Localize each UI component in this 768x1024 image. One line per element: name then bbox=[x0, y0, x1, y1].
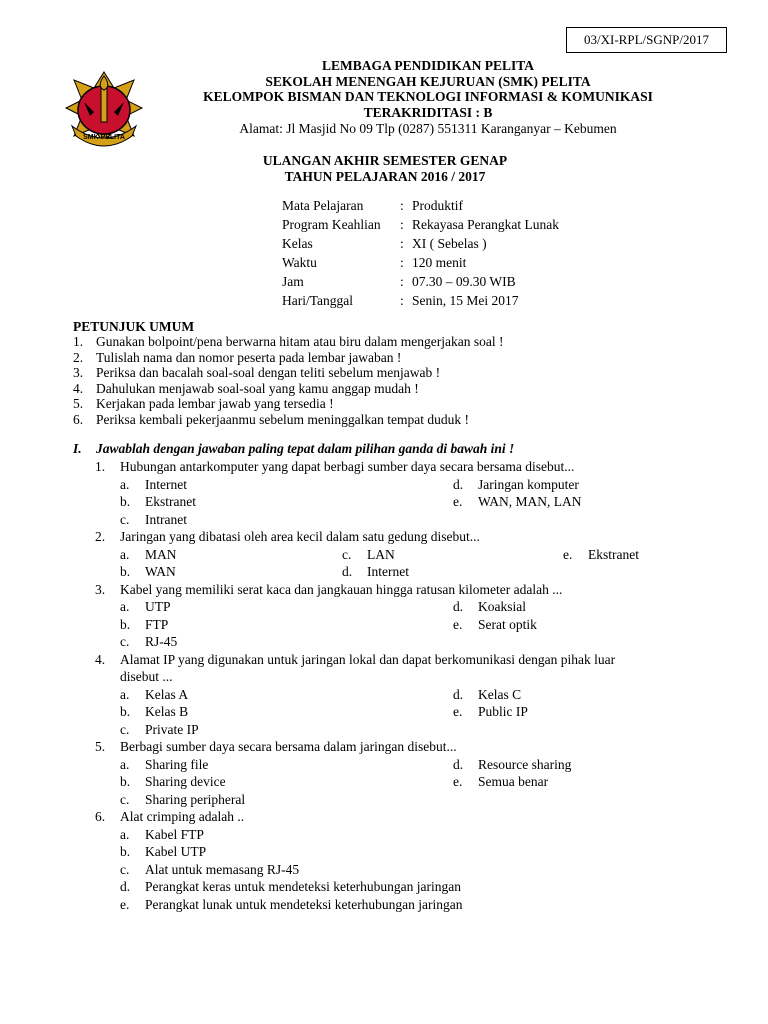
option-row bbox=[120, 598, 753, 616]
option-text: Sharing peripheral bbox=[145, 791, 246, 807]
info-row bbox=[282, 215, 559, 234]
option-row bbox=[120, 703, 753, 721]
exam-title-line2: TAHUN PELAJARAN 2016 / 2017 bbox=[284, 169, 486, 184]
instruction-item bbox=[73, 365, 733, 381]
option-letter: a. bbox=[120, 476, 130, 492]
info-value: XI ( Sebelas ) bbox=[412, 236, 487, 251]
school-address: Alamat: Jl Masjid No 09 Tlp (0287) 551311 Karanganyar – Kebumen bbox=[239, 121, 617, 136]
option-letter: c. bbox=[120, 791, 130, 807]
answer-options bbox=[120, 476, 753, 529]
option-letter: e. bbox=[453, 494, 463, 509]
answer-option bbox=[453, 703, 528, 721]
option-text: Kelas C bbox=[478, 686, 522, 702]
instruction-text: Periksa kembali pekerjaanmu sebelum meninggalkan tempat duduk ! bbox=[96, 411, 470, 427]
option-letter: c. bbox=[120, 634, 130, 649]
info-separator: : bbox=[400, 217, 404, 232]
option-text: WAN bbox=[145, 564, 176, 579]
option-row bbox=[120, 791, 753, 809]
answer-option bbox=[453, 773, 548, 791]
option-text: Kelas A bbox=[145, 686, 189, 702]
instruction-item bbox=[73, 350, 733, 366]
instructions-list bbox=[73, 334, 733, 427]
school-group: KELOMPOK BISMAN DAN TEKNOLOGI INFORMASI & KOMUNIKASI bbox=[203, 89, 653, 104]
info-separator: : bbox=[400, 236, 404, 251]
option-text: Sharing device bbox=[145, 774, 226, 789]
question-text bbox=[95, 651, 753, 669]
option-letter: a. bbox=[120, 599, 130, 614]
option-row bbox=[120, 878, 753, 896]
question-number: 4. bbox=[95, 651, 106, 667]
answer-option bbox=[120, 756, 208, 774]
instruction-number: 4. bbox=[73, 380, 84, 396]
question-item bbox=[95, 458, 753, 528]
accreditation: TERAKRIDITASI : B bbox=[363, 104, 493, 120]
option-text: FTP bbox=[145, 616, 169, 632]
option-letter: c. bbox=[120, 861, 130, 877]
instruction-number: 2. bbox=[73, 349, 84, 365]
option-row bbox=[120, 633, 753, 651]
info-label: Kelas bbox=[282, 236, 313, 251]
option-text: Kabel UTP bbox=[145, 844, 207, 859]
info-row bbox=[282, 196, 559, 215]
exam-info-table bbox=[282, 196, 559, 310]
option-row bbox=[120, 563, 753, 581]
option-letter: b. bbox=[120, 564, 131, 579]
question-stem: Hubungan antarkomputer yang dapat berbagi sumber daya secara bersama disebut... bbox=[120, 459, 575, 474]
document-code: 03/XI-RPL/SGNP/2017 bbox=[566, 27, 727, 53]
option-letter: e. bbox=[563, 546, 573, 562]
answer-option bbox=[120, 773, 226, 791]
question-item bbox=[95, 581, 753, 651]
answer-option bbox=[120, 476, 187, 494]
option-text: Resource sharing bbox=[478, 756, 572, 772]
question-number: 3. bbox=[95, 581, 106, 597]
answer-option bbox=[342, 563, 409, 581]
option-text: Ekstranet bbox=[588, 546, 639, 562]
option-row bbox=[120, 511, 753, 529]
option-row bbox=[120, 686, 753, 704]
answer-options bbox=[120, 686, 753, 739]
option-row bbox=[120, 756, 753, 774]
instruction-item bbox=[73, 381, 733, 397]
option-text: Internet bbox=[145, 476, 187, 492]
option-letter: a. bbox=[120, 686, 130, 702]
instruction-number: 3. bbox=[73, 365, 84, 380]
option-text: Kelas B bbox=[145, 704, 189, 719]
info-label: Mata Pelajaran bbox=[282, 198, 364, 213]
question-stem: Alamat IP yang digunakan untuk jaringan lokal dan dapat berkomunikasi dengan pihak luar bbox=[120, 651, 616, 667]
question-text bbox=[95, 808, 753, 826]
option-text: Private IP bbox=[145, 721, 199, 737]
option-row bbox=[120, 616, 753, 634]
question-stem: Alat crimping adalah .. bbox=[120, 809, 245, 824]
instruction-text: Periksa dan bacalah soal-soal dengan teliti sebelum menjawab ! bbox=[96, 365, 441, 380]
instructions-heading: PETUNJUK UMUM bbox=[73, 319, 195, 334]
exam-title-line1: ULANGAN AKHIR SEMESTER GENAP bbox=[262, 153, 508, 168]
instruction-text: Kerjakan pada lembar jawab yang tersedia ! bbox=[96, 396, 334, 411]
info-value: 120 menit bbox=[412, 255, 467, 270]
option-letter: b. bbox=[120, 774, 131, 789]
question-item bbox=[95, 528, 753, 581]
info-separator: : bbox=[400, 274, 404, 289]
question-number: 5. bbox=[95, 739, 106, 754]
info-label: Program Keahlian bbox=[282, 217, 381, 232]
option-text: Intranet bbox=[145, 511, 187, 527]
logo-text: SMK PELITA bbox=[83, 134, 125, 141]
option-text: Semua benar bbox=[478, 774, 549, 789]
option-letter: e. bbox=[453, 704, 463, 719]
option-text: WAN, MAN, LAN bbox=[478, 494, 582, 509]
option-row bbox=[120, 861, 753, 879]
section-number: I. bbox=[73, 441, 82, 456]
option-letter: d. bbox=[453, 756, 464, 772]
answer-option bbox=[120, 616, 168, 634]
info-separator: : bbox=[400, 293, 404, 308]
option-letter: d. bbox=[453, 599, 464, 614]
answer-option bbox=[453, 493, 582, 511]
info-row bbox=[282, 272, 559, 291]
option-letter: b. bbox=[120, 844, 131, 859]
questions-list bbox=[73, 458, 753, 913]
question-text-continued bbox=[95, 668, 753, 686]
option-text: Koaksial bbox=[478, 599, 526, 614]
answer-option bbox=[563, 546, 639, 564]
answer-option bbox=[120, 878, 461, 896]
info-row bbox=[282, 234, 559, 253]
option-letter: d. bbox=[453, 476, 464, 492]
answer-options bbox=[120, 826, 753, 914]
question-text bbox=[95, 581, 753, 599]
option-letter: a. bbox=[120, 756, 130, 772]
answer-option bbox=[120, 861, 299, 879]
option-letter: d. bbox=[342, 564, 353, 579]
question-number: 6. bbox=[95, 809, 106, 824]
option-text: Serat optik bbox=[478, 616, 537, 632]
option-letter: e. bbox=[453, 774, 463, 789]
info-value: Produktif bbox=[412, 198, 464, 213]
option-letter: c. bbox=[120, 721, 130, 737]
info-row bbox=[282, 291, 559, 310]
exam-title bbox=[150, 153, 620, 185]
option-row bbox=[120, 896, 753, 914]
instruction-number: 5. bbox=[73, 396, 84, 411]
answer-option bbox=[120, 843, 206, 861]
option-letter: c. bbox=[342, 546, 352, 562]
option-letter: b. bbox=[120, 704, 131, 719]
info-value: 07.30 – 09.30 WIB bbox=[412, 274, 516, 289]
option-text: Alat untuk memasang RJ-45 bbox=[145, 861, 300, 877]
instruction-item bbox=[73, 412, 733, 428]
option-letter: b. bbox=[120, 494, 131, 509]
instruction-item bbox=[73, 334, 733, 350]
question-text bbox=[95, 528, 753, 546]
option-letter: b. bbox=[120, 616, 131, 632]
answer-option bbox=[120, 686, 188, 704]
question-stem-continued: disebut ... bbox=[120, 669, 173, 684]
option-letter: d. bbox=[453, 686, 464, 702]
answer-option bbox=[120, 703, 188, 721]
question-stem: Berbagi sumber daya secara bersama dalam jaringan disebut... bbox=[120, 739, 457, 754]
question-text bbox=[95, 738, 753, 756]
question-text bbox=[95, 458, 753, 476]
option-letter: a. bbox=[120, 546, 130, 562]
info-separator: : bbox=[400, 198, 404, 213]
answer-option bbox=[120, 598, 171, 616]
option-text: Jaringan komputer bbox=[478, 476, 579, 492]
instruction-text: Dahulukan menjawab soal-soal yang kamu anggap mudah ! bbox=[96, 380, 419, 396]
option-row bbox=[120, 843, 753, 861]
option-text: Public IP bbox=[478, 704, 528, 719]
info-value: Rekayasa Perangkat Lunak bbox=[412, 217, 559, 232]
option-text: Kabel FTP bbox=[145, 826, 204, 842]
option-text: Perangkat lunak untuk mendeteksi keterhubungan jaringan bbox=[145, 896, 463, 912]
instruction-number: 1. bbox=[73, 334, 84, 349]
answer-option bbox=[120, 493, 196, 511]
info-label: Waktu bbox=[282, 255, 317, 270]
section-multiple-choice bbox=[73, 440, 753, 913]
option-letter: d. bbox=[120, 879, 131, 894]
answer-option bbox=[453, 686, 521, 704]
question-number: 1. bbox=[95, 459, 106, 474]
answer-option bbox=[453, 476, 579, 494]
general-instructions bbox=[73, 319, 733, 427]
answer-option bbox=[453, 756, 571, 774]
option-text: Sharing file bbox=[145, 756, 209, 772]
answer-options bbox=[120, 546, 753, 581]
section-heading bbox=[73, 440, 753, 457]
answer-option bbox=[453, 598, 526, 616]
info-separator: : bbox=[400, 255, 404, 270]
answer-option bbox=[120, 791, 245, 809]
option-letter: e. bbox=[453, 616, 463, 632]
question-item bbox=[95, 651, 753, 739]
answer-option bbox=[120, 721, 199, 739]
school-logo-icon bbox=[62, 66, 146, 150]
answer-option bbox=[120, 826, 204, 844]
question-number: 2. bbox=[95, 529, 106, 544]
answer-options bbox=[120, 756, 753, 809]
answer-options bbox=[120, 598, 753, 651]
instruction-item bbox=[73, 396, 733, 412]
answer-option bbox=[120, 896, 463, 914]
option-text: Perangkat keras untuk mendeteksi keterhubungan jaringan bbox=[145, 879, 462, 894]
option-text: UTP bbox=[145, 599, 171, 614]
answer-option bbox=[120, 546, 177, 564]
question-item bbox=[95, 738, 753, 808]
institution-name: LEMBAGA PENDIDIKAN PELITA bbox=[321, 58, 535, 73]
info-label: Jam bbox=[282, 274, 304, 289]
instruction-text: Tulislah nama dan nomor peserta pada lembar jawaban ! bbox=[96, 349, 402, 365]
instruction-text: Gunakan bolpoint/pena berwarna hitam atau biru dalam mengerjakan soal ! bbox=[96, 334, 504, 349]
answer-option bbox=[120, 633, 177, 651]
option-letter: c. bbox=[120, 511, 130, 527]
question-stem: Kabel yang memiliki serat kaca dan jangkauan hingga ratusan kilometer adalah ... bbox=[120, 581, 563, 597]
option-text: Ekstranet bbox=[145, 494, 196, 509]
option-letter: a. bbox=[120, 826, 130, 842]
info-row bbox=[282, 253, 559, 272]
option-row bbox=[120, 493, 753, 511]
school-name: SEKOLAH MENENGAH KEJURUAN (SMK) PELITA bbox=[265, 73, 591, 89]
question-item bbox=[95, 808, 753, 913]
option-text: Internet bbox=[367, 564, 409, 579]
section-heading-text: Jawablah dengan jawaban paling tepat dalam pilihan ganda di bawah ini ! bbox=[96, 441, 515, 456]
answer-option bbox=[453, 616, 537, 634]
option-text: MAN bbox=[145, 546, 177, 562]
question-stem: Jaringan yang dibatasi oleh area kecil dalam satu gedung disebut... bbox=[120, 529, 480, 544]
answer-option bbox=[120, 563, 176, 581]
option-letter: e. bbox=[120, 896, 130, 912]
option-row bbox=[120, 721, 753, 739]
option-row bbox=[120, 826, 753, 844]
instruction-number: 6. bbox=[73, 411, 84, 427]
answer-option bbox=[342, 546, 395, 564]
answer-option bbox=[120, 511, 187, 529]
info-value: Senin, 15 Mei 2017 bbox=[412, 293, 519, 308]
option-row bbox=[120, 546, 753, 564]
option-text: LAN bbox=[367, 546, 395, 562]
question-number-spacer bbox=[95, 668, 120, 686]
option-text: RJ-45 bbox=[145, 634, 178, 649]
option-row bbox=[120, 476, 753, 494]
letterhead bbox=[148, 58, 708, 137]
info-label: Hari/Tanggal bbox=[282, 293, 354, 308]
option-row bbox=[120, 773, 753, 791]
